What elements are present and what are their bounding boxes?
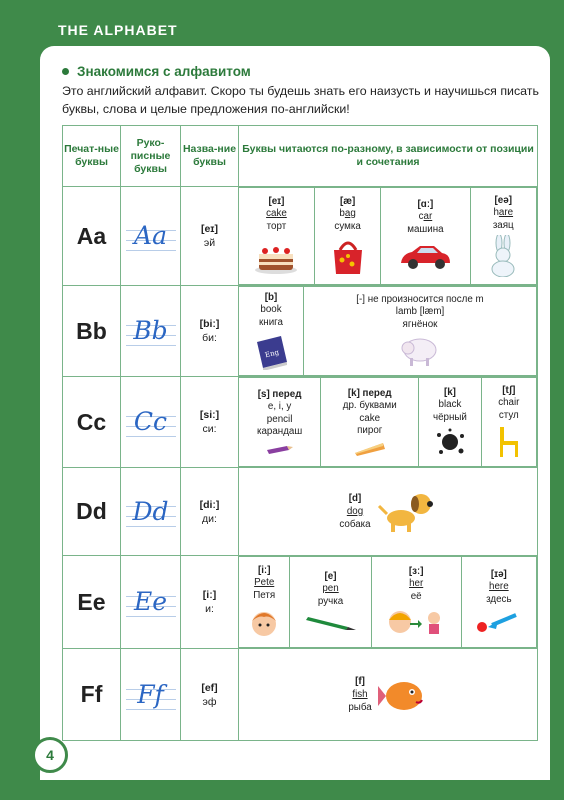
variant-rule: e, i, y <box>267 401 292 412</box>
variant-translation: стул <box>498 409 519 421</box>
letter-name-ru: би: <box>202 332 217 344</box>
boy-icon <box>247 605 281 639</box>
variant <box>481 378 536 467</box>
letter-name-ipa: [ef] <box>201 681 218 694</box>
table-row <box>63 649 538 741</box>
letter-name-ru: и: <box>205 603 214 615</box>
print-letter: Ee <box>63 556 121 649</box>
variant-word: fish <box>352 689 368 700</box>
variant-translation: пирог <box>357 425 383 436</box>
handwritten-letter: Ff <box>126 680 176 710</box>
bag-icon <box>328 236 368 276</box>
print-letter: Cc <box>63 377 121 468</box>
arrow-icon <box>474 609 524 635</box>
section-heading <box>62 64 251 79</box>
word-part: a <box>270 208 277 220</box>
letter-name-ru: си: <box>202 423 217 435</box>
dog-icon <box>377 490 437 534</box>
variant-word: here <box>489 581 509 593</box>
handwritten-cell <box>121 377 181 468</box>
variant-ipa: [eɪ] <box>268 195 285 207</box>
bullet-icon <box>62 68 69 75</box>
silent-b-note <box>304 287 537 376</box>
header-hand: Руко-писные буквы <box>121 126 181 187</box>
variants-cell <box>239 556 538 649</box>
variant-translation: заяц <box>492 219 514 231</box>
variant-rule: др. буквами <box>342 400 397 411</box>
variant-translation: рыба <box>348 702 372 713</box>
variants-cell <box>239 286 538 377</box>
section-title: Знакомимся с алфавитом <box>77 64 251 79</box>
header-variants: Буквы читаются по-разному, в зависимости от позиции и сочетания <box>239 126 538 187</box>
variant-translation: чёрный <box>432 411 467 423</box>
variant-word: Pete <box>254 577 275 589</box>
chair-icon <box>494 425 524 459</box>
print-letter: Ff <box>63 649 121 741</box>
handwritten-letter: Aa <box>126 221 176 251</box>
handwritten-letter: Bb <box>126 316 176 346</box>
variant-word <box>239 208 314 221</box>
letter-name <box>181 468 239 556</box>
table-row <box>63 556 538 649</box>
handwritten-letter: Dd <box>126 497 176 527</box>
word-part: c <box>266 208 271 220</box>
letter-name-ipa: [iː] <box>202 589 217 601</box>
variant-ipa: [e] <box>324 570 337 582</box>
table-row <box>63 468 538 556</box>
letter-name-ipa: [siː] <box>199 409 220 421</box>
page-number: 4 <box>32 737 68 773</box>
word-part: c <box>418 211 424 223</box>
single-variant <box>239 649 538 741</box>
variant-word: black <box>438 399 462 411</box>
word-part: ar <box>423 211 433 223</box>
variant-ipa: [æ] <box>339 195 356 207</box>
word-part: ke <box>276 208 287 220</box>
variant-ipa: [f] <box>355 676 365 687</box>
variant-ipa: [eə] <box>494 194 512 206</box>
variant <box>419 378 481 467</box>
blot-icon <box>433 427 467 457</box>
car-icon <box>398 239 452 273</box>
letter-name-ru: ди: <box>202 512 217 525</box>
variant <box>314 188 380 285</box>
word-part: h <box>493 207 499 219</box>
variant-translation: её <box>410 590 422 602</box>
variant-translation: машина <box>407 223 444 235</box>
variant-word <box>471 207 537 220</box>
variant <box>470 188 537 285</box>
letter-name <box>181 286 239 377</box>
variant-ipa: [iː] <box>257 564 271 576</box>
word-part: a <box>344 208 351 220</box>
handwritten-cell <box>121 286 181 377</box>
single-variant <box>239 468 538 556</box>
variants-cell <box>239 187 538 286</box>
svg-text:Eng: Eng <box>264 348 280 360</box>
lamb-icon <box>398 334 442 368</box>
handwritten-cell <box>121 649 181 741</box>
variant-ipa: [ɜː] <box>408 565 424 577</box>
variant-ipa: [tʃ] <box>502 384 516 396</box>
note-example: lamb [læm] <box>395 306 445 318</box>
variant-ipa: [k] <box>443 386 456 398</box>
table-row <box>63 377 538 468</box>
pencil-icon <box>265 442 295 456</box>
variant <box>239 378 321 467</box>
variant-word <box>381 211 469 224</box>
word-part: are <box>498 207 514 219</box>
variant-ipa: [ɪə] <box>490 568 507 580</box>
letter-name-ru: эф <box>202 695 217 708</box>
note-translation: ягнёнок <box>402 318 438 330</box>
variant-ipa: [k] перед <box>347 387 392 399</box>
variant <box>239 287 304 376</box>
variant-word: dog <box>346 506 364 517</box>
variant-translation: здесь <box>486 593 512 605</box>
variant-translation: сумка <box>334 220 361 232</box>
variant-translation: книга <box>259 316 283 328</box>
variant <box>321 378 419 467</box>
variant <box>239 188 314 285</box>
word-part: b <box>339 208 345 220</box>
variant-translation: ручка <box>317 595 344 607</box>
word-part: g <box>350 208 356 220</box>
variants-cell <box>239 377 538 468</box>
pie-icon <box>353 441 387 457</box>
handwritten-letter: Ee <box>126 587 176 617</box>
letter-name <box>181 649 239 741</box>
variant-word <box>315 208 380 221</box>
variant <box>239 557 290 648</box>
variant-word: her <box>409 578 424 590</box>
header-print: Печат-ные буквы <box>63 126 121 187</box>
print-letter: Dd <box>63 468 121 556</box>
variant-word: cake <box>359 412 381 424</box>
variant-word: pencil <box>266 413 293 425</box>
variant <box>381 188 470 285</box>
table-row <box>63 187 538 286</box>
variant-word: chair <box>498 397 520 409</box>
handwritten-cell <box>121 468 181 556</box>
variant <box>461 557 536 648</box>
girl-icon <box>386 606 446 638</box>
variant-translation: карандаш <box>256 426 303 437</box>
letter-name-ipa: [diː] <box>199 498 220 511</box>
variant-ipa: [b] <box>264 291 278 303</box>
pen-icon <box>304 611 358 633</box>
table-header-row <box>63 126 538 187</box>
variant-translation: Петя <box>253 589 276 601</box>
handwritten-cell <box>121 556 181 649</box>
letter-name <box>181 556 239 649</box>
book-icon <box>251 332 291 370</box>
note-text: [-] не произносится после m <box>356 293 484 305</box>
letter-name-ipa: [eɪ] <box>200 223 219 235</box>
letter-name <box>181 377 239 468</box>
banner-title: THE ALPHABET <box>58 22 178 38</box>
letter-name-ru: эй <box>203 237 216 249</box>
variant-translation: торт <box>266 220 287 232</box>
hare-icon <box>483 235 523 277</box>
table-row <box>63 286 538 377</box>
handwritten-letter: Cc <box>126 407 176 437</box>
variant-word: pen <box>322 583 339 595</box>
letter-name <box>181 187 239 286</box>
variant-ipa: [ɑː] <box>417 198 434 210</box>
variant-word: book <box>260 304 282 316</box>
print-letter: Aa <box>63 187 121 286</box>
handwritten-cell <box>121 187 181 286</box>
variant-ipa: [s] перед <box>257 388 302 400</box>
variant-ipa: [d] <box>348 493 362 504</box>
variant <box>290 557 371 648</box>
cake-icon <box>253 236 299 276</box>
fish-icon <box>378 674 428 716</box>
intro-text: Это английский алфавит. Скоро ты будешь знать его наизусть и научишься писать буквы, слова и целые предложения по-английски! <box>62 84 539 116</box>
print-letter: Bb <box>63 286 121 377</box>
letter-name-ipa: [biː] <box>199 318 220 330</box>
header-name: Назва-ние буквы <box>181 126 239 187</box>
variant-translation: собака <box>339 519 371 530</box>
alphabet-table <box>62 125 538 741</box>
variant <box>371 557 461 648</box>
